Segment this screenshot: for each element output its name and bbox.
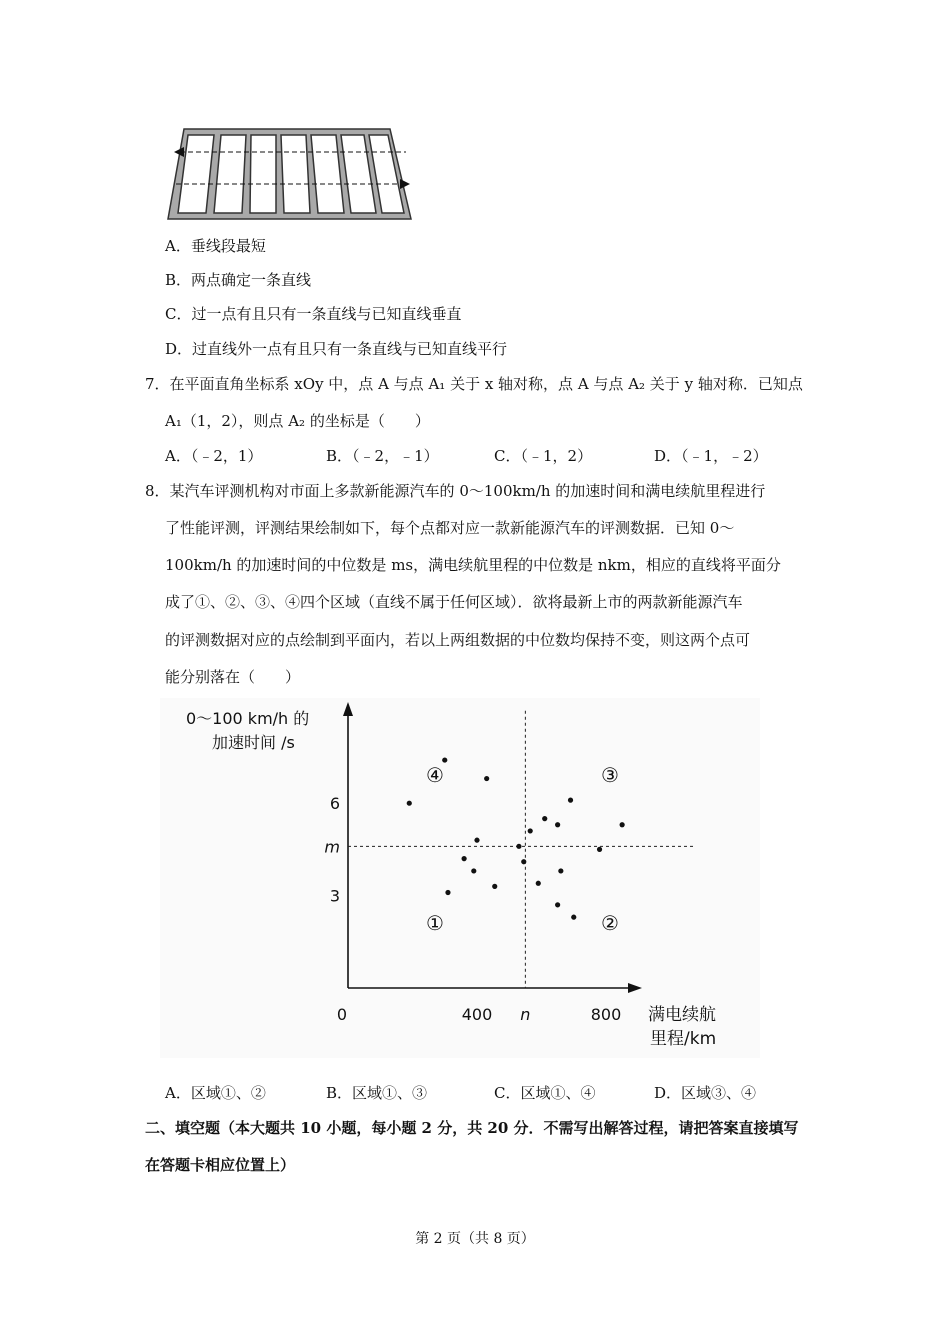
region-label: ③: [601, 763, 619, 787]
q7-stem-line2: A₁（1，2），则点 A₂ 的坐标是（ ）: [165, 412, 430, 430]
data-point: [407, 801, 412, 806]
region-label: ②: [601, 911, 619, 935]
q6-option-d: D．过直线外一点有且只有一条直线与已知直线平行: [165, 340, 508, 358]
x-tick-label: n: [520, 1005, 531, 1024]
q7-stem-line1: 7．在平面直角坐标系 xOy 中，点 A 与点 A₁ 关于 x 轴对称，点 A 与点 A₂ 关于 y 轴对称．已知点: [145, 375, 803, 393]
q8-stem-line6: 能分别落在（ ）: [165, 668, 301, 686]
data-point: [462, 856, 467, 861]
data-point: [568, 798, 573, 803]
data-point: [542, 816, 547, 821]
q6-option-c: C．过一点有且只有一条直线与已知直线垂直: [165, 305, 462, 323]
data-point: [471, 868, 476, 873]
q8-stem-line5: 的评测数据对应的点绘制到平面内，若以上两组数据的中位数均保持不变，则这两个点可: [165, 631, 751, 649]
section2-heading-line2: 在答题卡相应位置上）: [145, 1156, 296, 1174]
scatter-chart: [160, 698, 760, 1058]
y-tick-label: m: [324, 837, 340, 857]
region-label: ①: [426, 911, 444, 935]
data-point: [571, 915, 576, 920]
x-axis-label-line2: 里程/km: [650, 1029, 717, 1049]
q6-option-b: B．两点确定一条直线: [165, 271, 312, 289]
q7-option-d: D．（﹣1，﹣2）: [654, 447, 768, 465]
q8-option-b: B．区域①、③: [326, 1084, 428, 1102]
q6-option-a: A．垂线段最短: [165, 237, 266, 255]
x-tick-label: 400: [461, 1005, 493, 1024]
y-tick-label: 3: [329, 886, 340, 906]
data-point: [555, 902, 560, 907]
x-axis-label-line1: 满电续航: [648, 1005, 716, 1025]
data-point: [442, 757, 447, 762]
data-point: [620, 822, 625, 827]
data-point: [474, 838, 479, 843]
q8-stem-line2: 了性能评测，评测结果绘制如下，每个点都对应一款新能源汽车的评测数据．已知 0～: [165, 519, 735, 537]
data-point: [492, 884, 497, 889]
q7-option-b: B．（﹣2，﹣1）: [326, 447, 439, 465]
y-axis-label-line2: 加速时间 /s: [212, 733, 295, 752]
x-tick-label: 0: [336, 1005, 348, 1024]
section2-heading-line1: 二、填空题（本大题共 10 小题，每小题 2 分，共 20 分．不需写出解答过程，请把答案直接填写: [145, 1119, 799, 1137]
data-point: [558, 868, 563, 873]
q8-stem-line3: 100km/h 的加速时间的中位数是 ms，满电续航里程的中位数是 nkm，相应的直线将平面分: [165, 556, 781, 574]
data-point: [528, 828, 533, 833]
q8-option-a: A．区域①、②: [165, 1084, 266, 1102]
q8-stem-line4: 成了①、②、③、④四个区域（直线不属于任何区域）．欲将最新上市的两款新能源汽车: [165, 593, 743, 611]
data-point: [536, 881, 541, 886]
q7-option-a: A．（﹣2，1）: [165, 447, 263, 465]
data-point: [597, 847, 602, 852]
region-label: ④: [426, 763, 444, 787]
page-footer: 第 2 页（共 8 页）: [415, 1231, 535, 1247]
crosswalk-figure: [166, 125, 416, 222]
data-point: [555, 822, 560, 827]
data-point: [516, 844, 521, 849]
data-point: [484, 776, 489, 781]
q8-option-d: D．区域③、④: [654, 1084, 757, 1102]
y-tick-label: 6: [329, 794, 340, 814]
data-point: [521, 859, 526, 864]
q8-option-c: C．区域①、④: [494, 1084, 596, 1102]
q8-stem-line1: 8．某汽车评测机构对市面上多款新能源汽车的 0～100km/h 的加速时间和满电续航里程进行: [145, 482, 766, 500]
y-axis-label-line1: 0～100 km/h 的: [186, 709, 310, 728]
x-tick-label: 800: [590, 1005, 622, 1024]
q7-option-c: C．（﹣1，2）: [494, 447, 593, 465]
data-point: [445, 890, 450, 895]
